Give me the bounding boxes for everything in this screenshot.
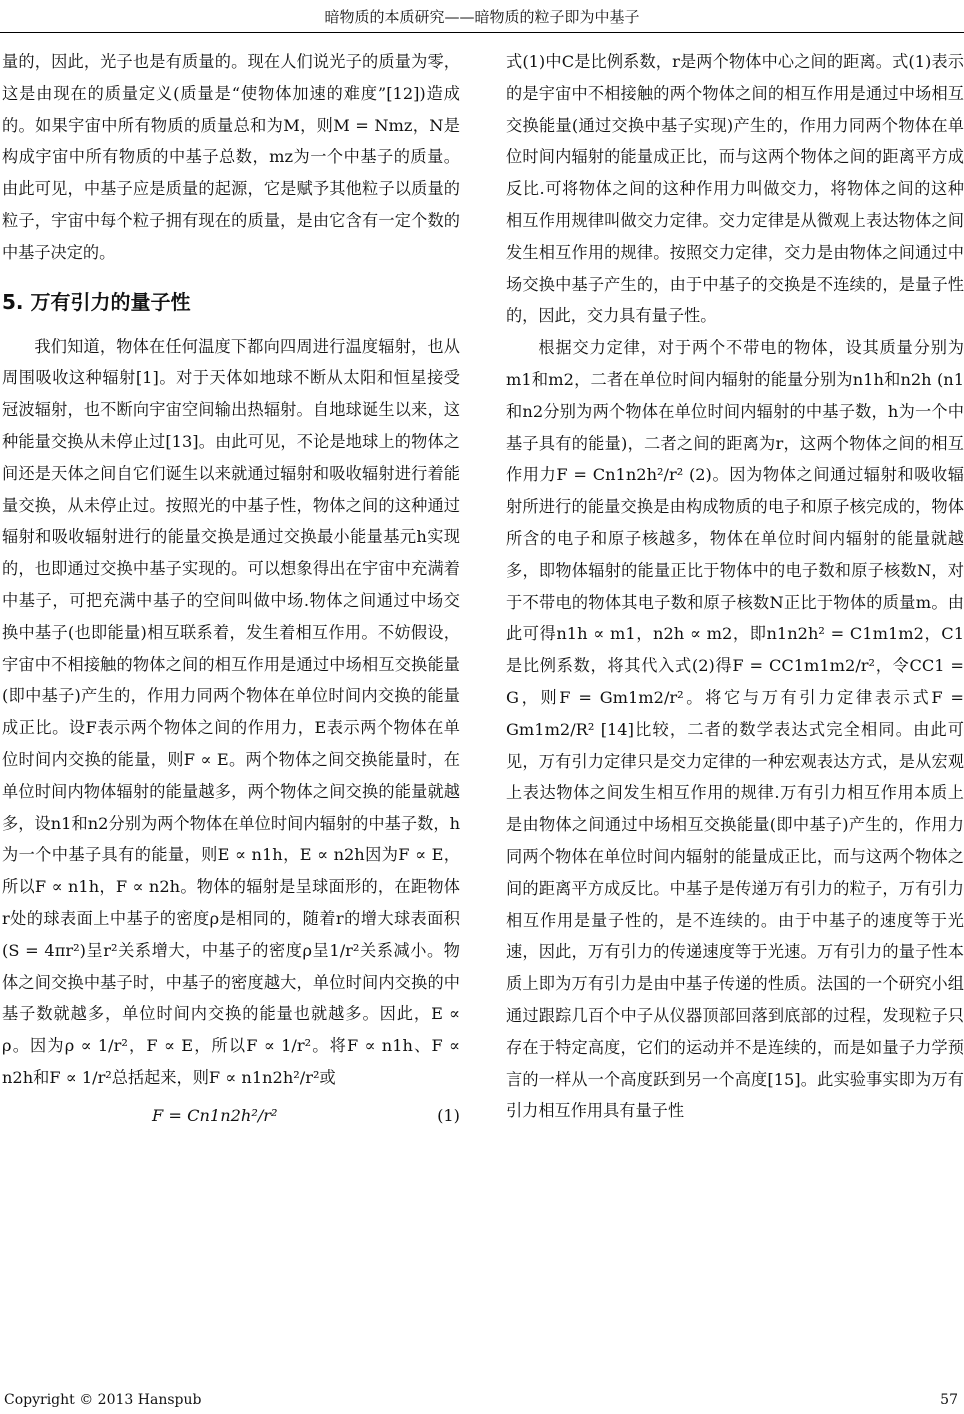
right-paragraph-1: 式(1)中C是比例系数，r是两个物体中心之间的距离。式(1)表示的是宇宙中不相接触的两个物体之间的相互作用是通过中场相互交换能量(通过交换中基子实现)产生的，作用力同两个物体在单位时间内辐射的能量成正比，而与这两个物体之间的距离平方成反比.可将物体之间的这种作用力叫做交力，将物体之间的这种相互作用规律叫做交力定律。交力定律是从微观上表达物体之间发生相互作用的规律。按照交力定律，交力是由物体之间通过中场交换中基子产生的，由于中基子的交换是不连续的，是量子性的，因此，交力具有量子性。 (506, 52, 964, 326)
right-paragraph-2: 根据交力定律，对于两个不带电的物体，设其质量分别为m1和m2，二者在单位时间内辐射的能量分别为n1h和n2h (n1和n2分别为两个物体在单位时间内辐射的中基子数，h为一个中基子具有的能量)，二者之间的距离为r，这两个物体之间的相互作用力F = Cn1n2h²/r² (2)。因为物体之间通过辐射和吸收辐射所进行的能量交换是由构成物质的电子和原子核完成的，物体所含的电子和原子核越多，物体在单位时间内辐射的能量就越多，即物体辐射的能量正比于物体中的电子数和原子核数N，对于不带电的物体其电子数和原子核数N正比于物体的质量m。由此可得n1h ∝ m1，n2h ∝ m2，即n1n2h² = C1m1m2，C1是比例系数，将其代入式(2)得F = CC1m1m2/r²，令CC1 = G，则F = Gm1m2/r²。将它与万有引力定律表示式F = Gm1m2/R² [14]比较，二者的数学表达式完全相同。由此可见，万有引力定律只是交力定律的一种宏观表达方式，是从宏观上表达物体之间发生相互作用的规律.万有引力相互作用本质上是由物体之间通过中场相互交换能量(即中基子)产生的，作用力同两个物体在单位时间内辐射的能量成正比，而与这两个物体之间的距离平方成反比。中基子是传递万有引力的粒子，万有引力相互作用是量子性的，是不连续的。由于中基子的速度等于光速，因此，万有引力的传递速度等于光速。万有引力的量子性本质上即为万有引力是由中基子传递的性质。法国的一个研究小组通过跟踪几百个中子从仪器顶部回落到底部的过程，发现粒子只存在于特定高度，它们的运动并不是连续的，而是如量子力学预言的一样从一个高度跃到另一个高度[15]。此实验事实即为万有引力相互作用具有量子性 (506, 338, 964, 1121)
page-number: 57 (940, 1392, 958, 1408)
right-column (506, 46, 964, 1127)
section-title: 5. 万有引力的量子性 (2, 289, 191, 314)
header-rule (0, 32, 964, 33)
left-paragraph-2: 我们知道，物体在任何温度下都向四周进行温度辐射，也从周围吸收这种辐射[1]。对于天体如地球不断从太阳和恒星接受冠波辐射，也不断向宇宙空间输出热辐射。自地球诞生以来，这种能量交换从未停止过[13]。由此可见，不论是地球上的物体之间还是天体之间自它们诞生以来就通过辐射和吸收辐射进行着能量交换，从未停止过。按照光的中基子性，物体之间的这种通过辐射和吸收辐射进行的能量交换是通过交换最小能量基元h实现的，也即通过交换中基子实现的。可以想象得出在宇宙中充满着中基子，可把充满中基子的空间叫做中场.物体之间通过中场交换中基子(也即能量)相互联系着，发生着相互作用。不妨假设，宇宙中不相接触的物体之间的相互作用是通过中场相互交换能量(即中基子)产生的，作用力同两个物体在单位时间内交换的能量成正比。设F表示两个物体之间的作用力，E表示两个物体在单位时间内交换的能量，则F ∝ E。两个物体之间交换能量时，在单位时间内物体辐射的能量越多，两个物体之间交换的能量就越多，设n1和n2分别为两个物体在单位时间内辐射的中基子数，h为一个中基子具有的能量，则E ∝ n1h，E ∝ n2h因为F ∝ E，所以F ∝ n1h，F ∝ n2h。物体的辐射是呈球面形的，在距物体r处的球表面上中基子的密度ρ是相同的，随着r的增大球表面积(S = 4πr²)呈r²关系增大，中基子的密度ρ呈1/r²关系减小。物体之间交换中基子时，中基子的密度越大，单位时间内交换的中基子数就越多，单位时间内交换的能量也就越多。因此，E ∝ ρ。因为ρ ∝ 1/r²，F ∝ E，所以F ∝ 1/r²。将F ∝ n1h、F ∝ n2h和F ∝ 1/r²总括起来，则F ∝ n1n2h²/r²或 (2, 336, 460, 1087)
equation-1-number: (1) (437, 1105, 460, 1125)
running-header: 暗物质的本质研究——暗物质的粒子即为中基子 (324, 8, 640, 26)
left-paragraph-1: 量的，因此，光子也是有质量的。现在人们说光子的质量为零，这是由现在的质量定义(质量是“使物体加速的难度”[12])造成的。如果宇宙中所有物质的质量总和为M，则M = Nmz，N是构成宇宙中所有物质的中基子总数，mz为一个中基子的质量。由此可见，中基子应是质量的起源，它是赋予其他粒子以质量的粒子，宇宙中每个粒子拥有现在的质量，是由它含有一定个数的中基子决定的。 (2, 52, 460, 262)
equation-1: F = Cn1n2h²/r² (152, 1105, 278, 1125)
equation-1-row (2, 1100, 460, 1132)
left-column (2, 46, 460, 1132)
copyright: Copyright © 2013 Hanspub (4, 1392, 202, 1408)
